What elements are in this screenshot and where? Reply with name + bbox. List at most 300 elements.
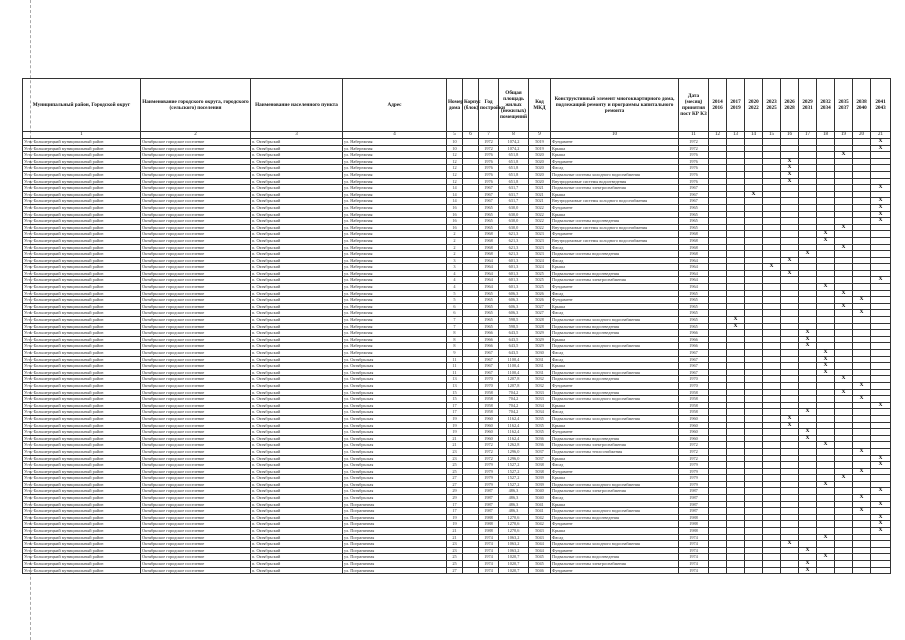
period-cell <box>709 475 727 482</box>
building-block-cell <box>463 481 479 488</box>
period-cell <box>709 171 727 178</box>
period-cell <box>853 171 871 178</box>
period-cell <box>871 251 891 258</box>
period-cell: X <box>871 402 891 409</box>
building-block-cell <box>463 429 479 436</box>
structural-element-cell: Фундамент <box>551 204 679 211</box>
table-row <box>23 224 891 231</box>
period-cell <box>709 389 727 396</box>
area-cell: 1162,4 <box>499 415 529 422</box>
structural-element-cell: Фундамент <box>551 284 679 291</box>
table-row <box>23 495 891 502</box>
period-cell <box>745 435 763 442</box>
period-cell <box>709 336 727 343</box>
address-cell: ул. Набережная <box>343 237 447 244</box>
period-cell: X <box>871 455 891 462</box>
district-cell: Усть-Большерецкий муниципальный район <box>23 382 141 389</box>
date-cell: 1968 <box>679 251 709 258</box>
district-cell: Усть-Большерецкий муниципальный район <box>23 330 141 337</box>
building-block-cell <box>463 409 479 416</box>
period-cell <box>853 528 871 535</box>
period-cell <box>835 554 853 561</box>
build-year-cell: 1976 <box>479 158 499 165</box>
period-cell <box>709 541 727 548</box>
mkd-code-cell: 5026 <box>529 290 551 297</box>
period-cell <box>817 508 835 515</box>
build-year-cell: 1965 <box>479 310 499 317</box>
locality-cell: п. Октябрьский <box>251 508 343 515</box>
period-cell <box>745 369 763 376</box>
period-cell <box>727 468 745 475</box>
building-block-cell <box>463 369 479 376</box>
period-cell <box>727 455 745 462</box>
locality-cell: п. Октябрьский <box>251 363 343 370</box>
period-cell <box>727 481 745 488</box>
build-year-cell: 1965 <box>479 211 499 218</box>
table-row <box>23 508 891 515</box>
period-cell <box>763 429 781 436</box>
period-cell <box>781 514 799 521</box>
house-number-cell: 12 <box>447 178 463 185</box>
period-cell <box>871 429 891 436</box>
build-year-cell: 1988 <box>479 521 499 528</box>
building-block-cell <box>463 165 479 172</box>
period-cell <box>727 534 745 541</box>
table-row <box>23 185 891 192</box>
mkd-code-cell: 5021 <box>529 191 551 198</box>
period-cell <box>763 244 781 251</box>
locality-cell: п. Октябрьский <box>251 237 343 244</box>
period-cell <box>781 191 799 198</box>
date-cell: 1958 <box>679 396 709 403</box>
date-cell: 1968 <box>679 244 709 251</box>
period-cell <box>709 382 727 389</box>
period-cell <box>799 231 817 238</box>
build-year-cell: 1967 <box>479 369 499 376</box>
period-cell <box>853 251 871 258</box>
district-cell: Усть-Большерецкий муниципальный район <box>23 521 141 528</box>
period-cell <box>727 442 745 449</box>
locality-cell: п. Октябрьский <box>251 415 343 422</box>
period-cell <box>799 257 817 264</box>
area-cell: 606,3 <box>499 297 529 304</box>
period-cell <box>835 481 853 488</box>
column-number-15: 15 <box>763 132 781 139</box>
period-cell <box>745 270 763 277</box>
period-cell <box>709 514 727 521</box>
period-cell <box>727 178 745 185</box>
period-cell <box>745 528 763 535</box>
address-cell: ул. Набережная <box>343 244 447 251</box>
date-cell: 1988 <box>679 521 709 528</box>
building-block-cell <box>463 211 479 218</box>
period-cell <box>835 442 853 449</box>
mkd-code-cell: 5023 <box>529 231 551 238</box>
locality-cell: п. Октябрьский <box>251 317 343 324</box>
building-block-cell <box>463 462 479 469</box>
address-cell: ул. Набережная <box>343 211 447 218</box>
period-cell <box>781 231 799 238</box>
period-cell <box>799 198 817 205</box>
house-number-cell: 13 <box>447 382 463 389</box>
building-block-cell <box>463 534 479 541</box>
district-cell: Усть-Большерецкий муниципальный район <box>23 468 141 475</box>
period-cell <box>745 171 763 178</box>
structural-element-cell: Подвальные системы холодного водоснабжения <box>551 317 679 324</box>
period-cell <box>871 237 891 244</box>
district-cell: Усть-Большерецкий муниципальный район <box>23 442 141 449</box>
period-cell <box>763 218 781 225</box>
locality-cell: п. Октябрьский <box>251 257 343 264</box>
date-cell: 1967 <box>679 198 709 205</box>
locality-cell: п. Октябрьский <box>251 561 343 568</box>
date-cell: 1972 <box>679 145 709 152</box>
period-cell <box>727 363 745 370</box>
house-number-cell: 23 <box>447 448 463 455</box>
address-cell: ул. Набережная <box>343 218 447 225</box>
period-cell <box>709 547 727 554</box>
period-cell <box>709 270 727 277</box>
date-cell: 1964 <box>679 284 709 291</box>
period-cell <box>763 145 781 152</box>
period-cell <box>763 310 781 317</box>
period-cell <box>745 508 763 515</box>
period-cell <box>871 376 891 383</box>
period-cell <box>745 145 763 152</box>
column-number-13: 13 <box>727 132 745 139</box>
build-year-cell: 1972 <box>479 455 499 462</box>
period-cell <box>709 402 727 409</box>
period-cell <box>835 561 853 568</box>
mkd-code-cell: 5022 <box>529 224 551 231</box>
house-number-cell: 27 <box>447 567 463 574</box>
table-row <box>23 139 891 146</box>
period-cell <box>781 356 799 363</box>
build-year-cell: 1967 <box>479 356 499 363</box>
address-cell: ул. Набережная <box>343 336 447 343</box>
mkd-code-cell: 5041 <box>529 501 551 508</box>
table-row <box>23 481 891 488</box>
date-cell: 1964 <box>679 277 709 284</box>
locality-cell: п. Октябрьский <box>251 270 343 277</box>
period-cell <box>871 547 891 554</box>
house-number-cell: 12 <box>447 158 463 165</box>
build-year-cell: 1964 <box>479 270 499 277</box>
settlement-cell: Октябрьское городское поселение <box>141 356 251 363</box>
period-cell <box>871 297 891 304</box>
mkd-code-cell: 5031 <box>529 356 551 363</box>
column-header-9: Код МКД <box>529 79 551 132</box>
period-cell <box>745 303 763 310</box>
period-cell <box>817 171 835 178</box>
period-cell <box>745 158 763 165</box>
building-block-cell <box>463 323 479 330</box>
period-cell <box>781 468 799 475</box>
structural-element-cell: Крыша <box>551 303 679 310</box>
building-block-cell <box>463 541 479 548</box>
district-cell: Усть-Большерецкий муниципальный район <box>23 290 141 297</box>
period-cell <box>853 356 871 363</box>
period-cell <box>727 270 745 277</box>
table-row <box>23 231 891 238</box>
address-cell: ул. Набережная <box>343 204 447 211</box>
locality-cell: п. Октябрьский <box>251 495 343 502</box>
mkd-code-cell: 5043 <box>529 528 551 535</box>
period-cell <box>835 534 853 541</box>
table-row <box>23 554 891 561</box>
district-cell: Усть-Большерецкий муниципальный район <box>23 567 141 574</box>
mkd-code-cell: 5037 <box>529 448 551 455</box>
address-cell: ул. Октябрьская <box>343 396 447 403</box>
building-block-cell <box>463 310 479 317</box>
house-number-cell: 21 <box>447 534 463 541</box>
period-cell <box>763 343 781 350</box>
period-cell <box>745 442 763 449</box>
district-cell: Усть-Большерецкий муниципальный район <box>23 191 141 198</box>
period-cell <box>853 231 871 238</box>
address-cell: ул. Октябрьская <box>343 468 447 475</box>
period-cell <box>781 310 799 317</box>
district-cell: Усть-Большерецкий муниципальный район <box>23 415 141 422</box>
period-cell <box>781 323 799 330</box>
period-cell <box>709 363 727 370</box>
period-cell <box>763 178 781 185</box>
period-cell <box>853 435 871 442</box>
district-cell: Усть-Большерецкий муниципальный район <box>23 152 141 159</box>
period-cell <box>781 389 799 396</box>
period-cell <box>817 244 835 251</box>
locality-cell: п. Октябрьский <box>251 277 343 284</box>
period-cell: X <box>817 284 835 291</box>
settlement-cell: Октябрьское городское поселение <box>141 264 251 271</box>
period-cell <box>817 185 835 192</box>
address-cell: ул. Набережная <box>343 165 447 172</box>
period-cell <box>763 376 781 383</box>
period-cell <box>817 514 835 521</box>
date-cell: 1965 <box>679 317 709 324</box>
period-cell <box>817 422 835 429</box>
locality-cell: п. Октябрьский <box>251 382 343 389</box>
area-cell: 621,3 <box>499 231 529 238</box>
locality-cell: п. Октябрьский <box>251 350 343 357</box>
district-cell: Усть-Большерецкий муниципальный район <box>23 350 141 357</box>
period-cell: X <box>781 178 799 185</box>
house-number-cell: 14 <box>447 198 463 205</box>
district-cell: Усть-Большерецкий муниципальный район <box>23 323 141 330</box>
settlement-cell: Октябрьское городское поселение <box>141 488 251 495</box>
build-year-cell: 1974 <box>479 547 499 554</box>
period-cell <box>781 521 799 528</box>
period-cell <box>781 277 799 284</box>
period-cell: X <box>835 303 853 310</box>
settlement-cell: Октябрьское городское поселение <box>141 204 251 211</box>
structural-element-cell: Крыша <box>551 402 679 409</box>
structural-element-cell: Подвальные системы холодного водоснабжения <box>551 541 679 548</box>
table-row <box>23 330 891 337</box>
period-cell <box>835 409 853 416</box>
period-cell <box>709 204 727 211</box>
period-cell <box>763 448 781 455</box>
period-cell <box>709 284 727 291</box>
build-year-cell: 1964 <box>479 284 499 291</box>
house-number-cell: 19 <box>447 514 463 521</box>
house-number-cell: 29 <box>447 488 463 495</box>
table-row <box>23 455 891 462</box>
period-cell <box>709 528 727 535</box>
table-row <box>23 303 891 310</box>
mkd-code-cell: 5022 <box>529 211 551 218</box>
period-cell <box>745 204 763 211</box>
period-cell: X <box>853 396 871 403</box>
table-row <box>23 521 891 528</box>
area-cell: 630,0 <box>499 204 529 211</box>
period-cell <box>853 317 871 324</box>
house-number-cell: 17 <box>447 402 463 409</box>
settlement-cell: Октябрьское городское поселение <box>141 158 251 165</box>
period-cell <box>763 231 781 238</box>
period-cell <box>727 277 745 284</box>
period-cell <box>727 303 745 310</box>
district-cell: Усть-Большерецкий муниципальный район <box>23 165 141 172</box>
column-header-19: 2035 2037 <box>835 79 853 132</box>
period-cell <box>727 330 745 337</box>
period-cell <box>709 422 727 429</box>
period-cell: X <box>799 567 817 574</box>
mkd-code-cell: 5035 <box>529 415 551 422</box>
column-header-10: Конструктивный элемент многоквартирного дома, подлежащий ремонту и программы капитального ремонта <box>551 79 679 132</box>
structural-element-cell: Фасад <box>551 244 679 251</box>
settlement-cell: Октябрьское городское поселение <box>141 237 251 244</box>
period-cell <box>853 165 871 172</box>
mkd-code-cell: 5019 <box>529 139 551 146</box>
settlement-cell: Октябрьское городское поселение <box>141 567 251 574</box>
period-cell <box>763 541 781 548</box>
district-cell: Усть-Большерецкий муниципальный район <box>23 547 141 554</box>
table-row <box>23 145 891 152</box>
building-block-cell <box>463 547 479 554</box>
period-cell <box>763 521 781 528</box>
table-row <box>23 178 891 185</box>
column-header-2: Наименование городского округа, городского (сельского) поселения <box>141 79 251 132</box>
header-row <box>23 79 891 132</box>
period-cell: X <box>817 442 835 449</box>
settlement-cell: Октябрьское городское поселение <box>141 495 251 502</box>
district-cell: Усть-Большерецкий муниципальный район <box>23 139 141 146</box>
house-number-cell: 2 <box>447 251 463 258</box>
house-number-cell: 8 <box>447 336 463 343</box>
address-cell: ул. Октябрьская <box>343 448 447 455</box>
period-cell <box>709 330 727 337</box>
period-cell <box>745 152 763 159</box>
building-block-cell <box>463 415 479 422</box>
period-cell <box>745 178 763 185</box>
building-block-cell <box>463 171 479 178</box>
period-cell <box>853 521 871 528</box>
period-cell <box>817 198 835 205</box>
locality-cell: п. Октябрьский <box>251 481 343 488</box>
period-cell <box>709 264 727 271</box>
locality-cell: п. Октябрьский <box>251 402 343 409</box>
period-cell <box>763 468 781 475</box>
period-cell: X <box>871 277 891 284</box>
period-cell <box>817 145 835 152</box>
district-cell: Усть-Большерецкий муниципальный район <box>23 488 141 495</box>
column-header-5: Номер дома <box>447 79 463 132</box>
period-cell <box>817 310 835 317</box>
mkd-code-cell: 5020 <box>529 178 551 185</box>
period-cell: X <box>871 488 891 495</box>
district-cell: Усть-Большерецкий муниципальный район <box>23 178 141 185</box>
structural-element-cell: Крыша <box>551 363 679 370</box>
period-cell <box>853 264 871 271</box>
period-cell <box>853 270 871 277</box>
period-cell: X <box>781 270 799 277</box>
mkd-code-cell: 5031 <box>529 369 551 376</box>
mkd-code-cell: 5025 <box>529 277 551 284</box>
period-cell <box>799 191 817 198</box>
settlement-cell: Октябрьское городское поселение <box>141 343 251 350</box>
table-row <box>23 402 891 409</box>
table-row <box>23 165 891 172</box>
area-cell: 631,7 <box>499 198 529 205</box>
period-cell <box>763 139 781 146</box>
address-cell: ул. Октябрьская <box>343 369 447 376</box>
address-cell: ул. Октябрьская <box>343 376 447 383</box>
house-number-cell: 17 <box>447 409 463 416</box>
mkd-code-cell: 5021 <box>529 185 551 192</box>
district-cell: Усть-Большерецкий муниципальный район <box>23 303 141 310</box>
mkd-code-cell: 5036 <box>529 442 551 449</box>
mkd-code-cell: 5037 <box>529 455 551 462</box>
settlement-cell: Октябрьское городское поселение <box>141 534 251 541</box>
settlement-cell: Октябрьское городское поселение <box>141 561 251 568</box>
period-cell <box>817 495 835 502</box>
area-cell: 601,3 <box>499 284 529 291</box>
house-number-cell: 21 <box>447 528 463 535</box>
address-cell: ул. Пограничная <box>343 567 447 574</box>
area-cell: 704,2 <box>499 409 529 416</box>
building-block-cell <box>463 237 479 244</box>
table-row <box>23 514 891 521</box>
area-cell: 1162,4 <box>499 429 529 436</box>
period-cell <box>763 284 781 291</box>
period-cell <box>817 218 835 225</box>
district-cell: Усть-Большерецкий муниципальный район <box>23 435 141 442</box>
period-cell <box>745 514 763 521</box>
period-cell <box>727 402 745 409</box>
date-cell: 1979 <box>679 481 709 488</box>
period-cell <box>745 429 763 436</box>
date-cell: 1960 <box>679 435 709 442</box>
settlement-cell: Октябрьское городское поселение <box>141 448 251 455</box>
settlement-cell: Октябрьское городское поселение <box>141 409 251 416</box>
period-cell <box>727 521 745 528</box>
settlement-cell: Октябрьское городское поселение <box>141 270 251 277</box>
period-cell <box>853 224 871 231</box>
build-year-cell: 1968 <box>479 251 499 258</box>
table-row <box>23 501 891 508</box>
period-cell <box>763 323 781 330</box>
locality-cell: п. Октябрьский <box>251 198 343 205</box>
period-cell <box>781 448 799 455</box>
address-cell: ул. Набережная <box>343 139 447 146</box>
period-cell <box>727 475 745 482</box>
date-cell: 1958 <box>679 402 709 409</box>
house-number-cell: 17 <box>447 501 463 508</box>
area-cell: 1207,8 <box>499 376 529 383</box>
period-cell <box>745 317 763 324</box>
period-cell <box>817 191 835 198</box>
